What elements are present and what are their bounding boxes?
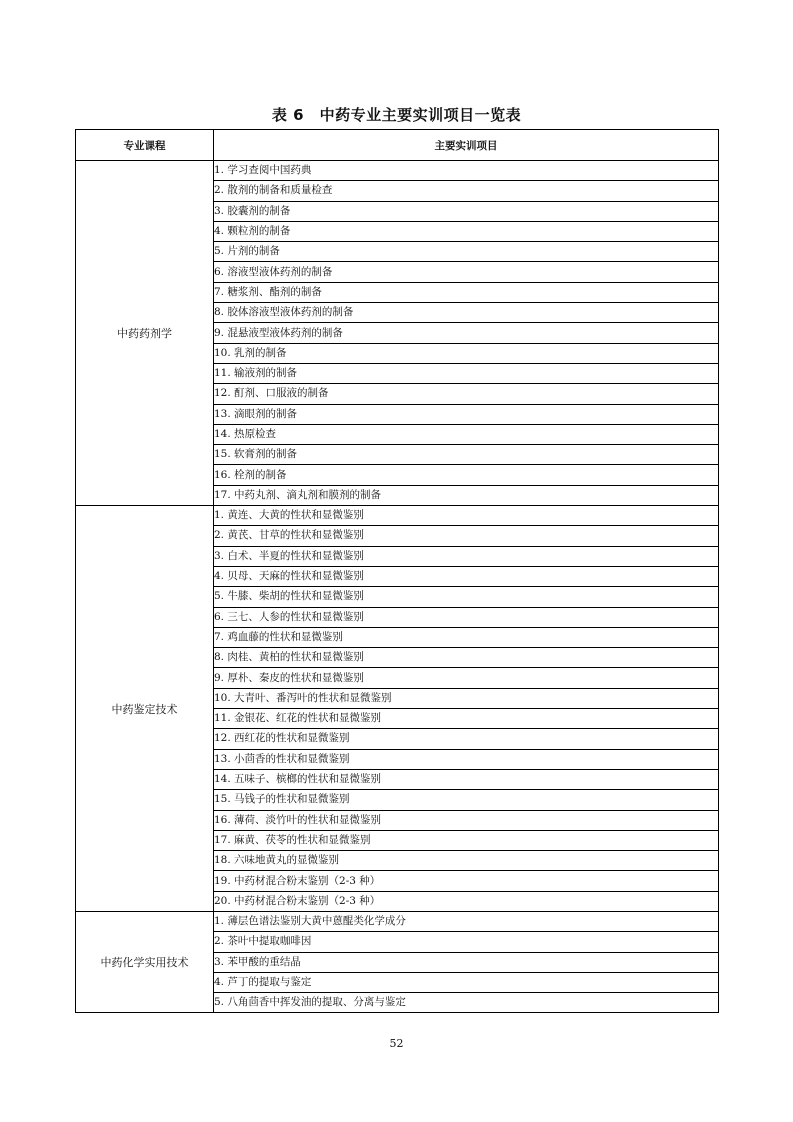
training-item: 9. 厚朴、秦皮的性状和显微鉴别: [214, 668, 719, 688]
header-course: 专业课程: [76, 130, 214, 161]
training-item: 5. 牛膝、柴胡的性状和显微鉴别: [214, 587, 719, 607]
course-name: 中药鉴定技术: [76, 506, 214, 912]
training-item: 20. 中药材混合粉末鉴别（2-3 种）: [214, 891, 719, 911]
course-name: 中药化学实用技术: [76, 911, 214, 1012]
table-row: [76, 506, 719, 526]
training-item: 11. 金银花、红花的性状和显微鉴别: [214, 709, 719, 729]
training-item: 16. 栓剂的制备: [214, 465, 719, 485]
training-item: 7. 糖浆剂、酯剂的制备: [214, 282, 719, 302]
training-item: 3. 苯甲酸的重结晶: [214, 952, 719, 972]
training-item: 10. 大青叶、番泻叶的性状和显微鉴别: [214, 688, 719, 708]
training-item: 3. 胶囊剂的制备: [214, 201, 719, 221]
training-item: 8. 肉桂、黄柏的性状和显微鉴别: [214, 648, 719, 668]
training-item: 1. 学习查阅中国药典: [214, 161, 719, 181]
training-item: 15. 马钱子的性状和显微鉴别: [214, 790, 719, 810]
training-item: 4. 芦丁的提取与鉴定: [214, 972, 719, 992]
table-row: [76, 911, 719, 931]
training-item: 19. 中药材混合粉末鉴别（2-3 种）: [214, 871, 719, 891]
training-item: 17. 麻黄、茯苓的性状和显微鉴别: [214, 830, 719, 850]
training-item: 12. 酊剂、口服液的制备: [214, 384, 719, 404]
table-header-row: [76, 130, 719, 161]
training-item: 12. 西红花的性状和显微鉴别: [214, 729, 719, 749]
training-item: 2. 散剂的制备和质量检查: [214, 181, 719, 201]
training-item: 6. 三七、人参的性状和显微鉴别: [214, 607, 719, 627]
training-item: 1. 黄连、大黄的性状和显微鉴别: [214, 506, 719, 526]
training-item: 7. 鸡血藤的性状和显微鉴别: [214, 627, 719, 647]
training-item: 17. 中药丸剂、滴丸剂和膜剂的制备: [214, 485, 719, 505]
header-projects: 主要实训项目: [214, 130, 719, 161]
training-item: 2. 茶叶中提取咖啡因: [214, 932, 719, 952]
training-item: 5. 八角茴香中挥发油的提取、分离与鉴定: [214, 993, 719, 1013]
page-title: 表 6 中药专业主要实训项目一览表: [271, 106, 522, 124]
training-item: 13. 滴眼剂的制备: [214, 404, 719, 424]
training-item: 1. 薄层色谱法鉴别大黄中蒽醌类化学成分: [214, 911, 719, 931]
table-row: [76, 161, 719, 181]
course-name: 中药药剂学: [76, 161, 214, 506]
training-item: 3. 白术、半夏的性状和显微鉴别: [214, 546, 719, 566]
training-item: 16. 薄荷、淡竹叶的性状和显微鉴别: [214, 810, 719, 830]
training-item: 14. 热原检查: [214, 424, 719, 444]
training-item: 4. 贝母、天麻的性状和显微鉴别: [214, 566, 719, 586]
training-item: 18. 六味地黄丸的显微鉴别: [214, 851, 719, 871]
page-number: 52: [389, 1037, 404, 1050]
training-item: 14. 五味子、槟榔的性状和显微鉴别: [214, 769, 719, 789]
table-body: [76, 161, 719, 1013]
training-item: 15. 软膏剂的制备: [214, 445, 719, 465]
training-item: 4. 颗粒剂的制备: [214, 221, 719, 241]
training-item: 5. 片剂的制备: [214, 242, 719, 262]
training-projects-table: [75, 129, 719, 1013]
training-item: 9. 混悬液型液体药剂的制备: [214, 323, 719, 343]
training-item: 6. 溶液型液体药剂的制备: [214, 262, 719, 282]
training-item: 8. 胶体溶液型液体药剂的制备: [214, 303, 719, 323]
training-item: 13. 小茴香的性状和显微鉴别: [214, 749, 719, 769]
training-item: 10. 乳剂的制备: [214, 343, 719, 363]
training-item: 2. 黄芪、甘草的性状和显微鉴别: [214, 526, 719, 546]
training-item: 11. 输液剂的制备: [214, 363, 719, 383]
